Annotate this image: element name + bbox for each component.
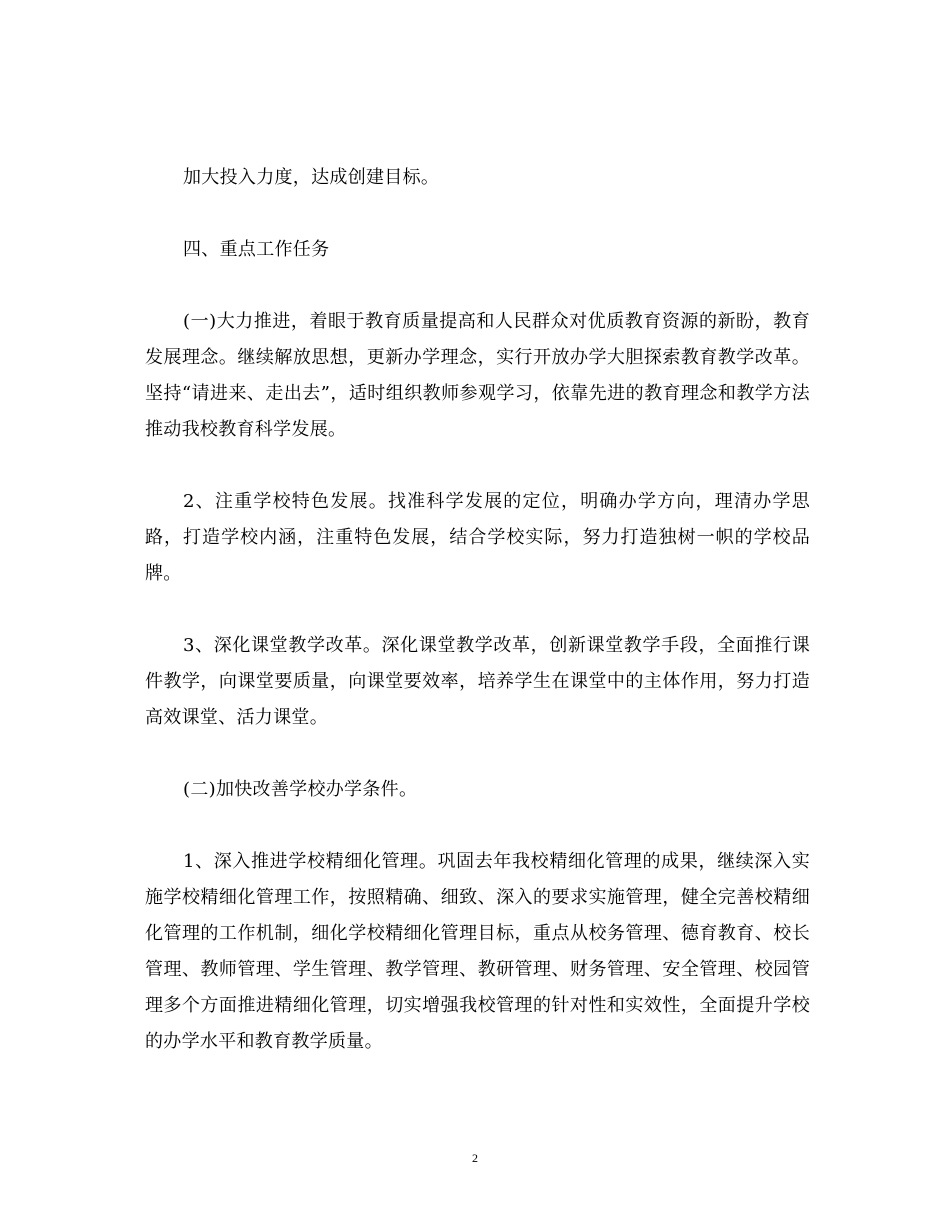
paragraph-spacer [145,736,810,772]
page-number: 2 [472,1151,478,1165]
paragraph-5: 3、深化课堂教学改革。深化课堂教学改革，创新课堂教学手段，全面推行课件教学，向课堂要质量，向课堂要效率，培养学生在课堂中的主体作用，努力打造高效课堂、活力课堂。 [145,635,810,728]
paragraph-3: (一)大力推进，着眼于教育质量提高和人民群众对优质教育资源的新盼，教育发展理念。继续解放思想，更新办学理念，实行开放办学大胆探索教育教学改革。坚持“请进来、走出去”，适时组织教师参观学习，依靠先进的教育理念和教学方法推动我校教育科学发展。 [145,311,810,440]
section-heading: 四、重点工作任务 [183,239,330,260]
paragraph-7: 1、深入推进学校精细化管理。巩固去年我校精细化管理的成果，继续深入实施学校精细化管理工作，按照精确、细致、深入的要求实施管理，健全完善校精细化管理的工作机制，细化学校精细化管理目标，重点从校务管理、德育教育、校长管理、教师管理、学生管理、教学管理、教研管理、财务管理、安全管理、校园管理多个方面推进精细化管理，切实增强我校管理的针对性和实效性，全面提升学校的办学水平和教育教学质量。 [145,851,810,1052]
paragraph-1: 加大投入力度，达成创建目标。 [183,167,440,188]
paragraph-spacer [145,196,810,232]
subsection-heading: (二)加快改善学校办学条件。 [183,779,418,800]
paragraph-spacer [145,808,810,844]
paragraph-spacer [145,448,810,484]
paragraph-spacer [145,592,810,628]
paragraph-4: 2、注重学校特色发展。找准科学发展的定位，明确办学方向，理清办学思路，打造学校内涵，注重特色发展，结合学校实际，努力打造独树一帜的学校品牌。 [145,491,810,584]
document-body [145,160,810,1060]
paragraph-spacer [145,268,810,304]
